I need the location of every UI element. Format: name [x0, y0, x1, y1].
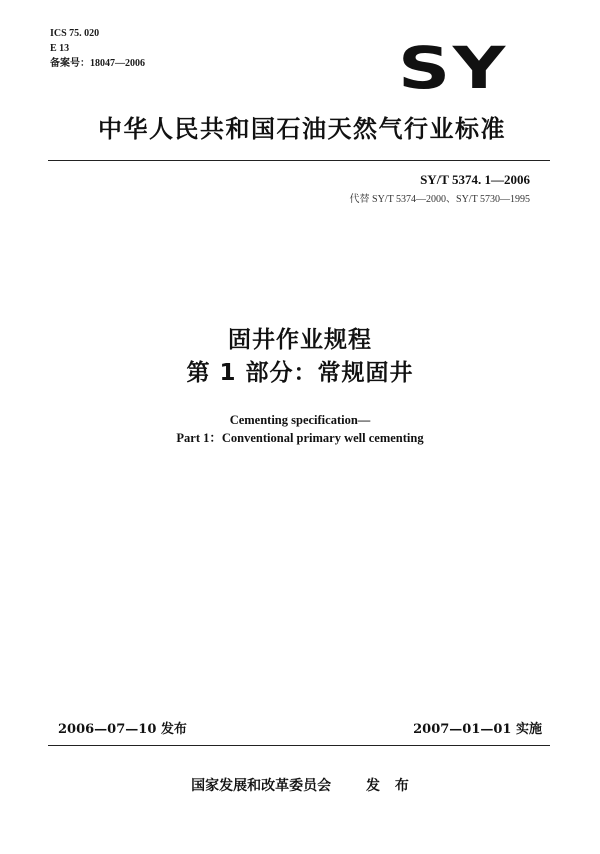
ics-code: ICS 75. 020: [50, 28, 100, 39]
category-code: E 13: [50, 43, 70, 54]
filing-number: 备案号：18047—2006: [50, 58, 145, 69]
title-en-line1: Cementing specification—: [229, 413, 371, 427]
replaces-note: 代替 SY/T 5374—2000、SY/T 5730—1995: [349, 194, 530, 205]
title-cn-line2: 第 1 部分：常规固井: [186, 360, 414, 386]
standard-code: SY/T 5374. 1—2006: [420, 172, 530, 187]
publish-action: 发 布: [366, 778, 409, 794]
publisher-line: [0, 775, 600, 795]
publisher-name: 国家发展和改革委员会: [191, 778, 332, 794]
org-title: 中华人民共和国石油天然气行业标准: [98, 115, 506, 143]
bottom-divider: [48, 745, 550, 746]
top-divider: [48, 160, 550, 161]
title-cn-line1: 固井作业规程: [228, 327, 372, 353]
sy-logo: SY: [398, 34, 508, 102]
title-en-line2: Part 1：Conventional primary well cementing: [176, 431, 424, 445]
implementation-date: 2007—01—01 实施: [413, 722, 542, 737]
issue-date: 2006—07—10 发布: [58, 722, 187, 737]
